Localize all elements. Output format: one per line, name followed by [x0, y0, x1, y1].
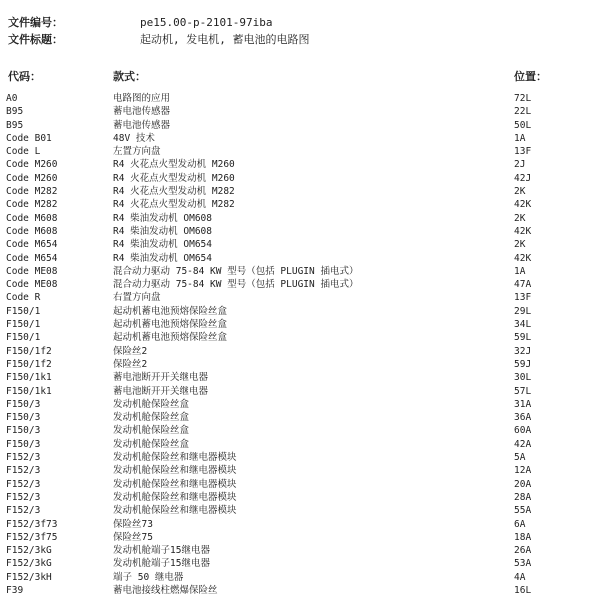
row-code: F150/1k1 — [6, 372, 52, 384]
row-description: 发动机舱端子15继电器 — [113, 558, 210, 570]
row-code: Code ME08 — [6, 265, 58, 277]
doc-title-label: 文件标题： — [8, 33, 63, 46]
row-code: Code M608 — [6, 212, 58, 224]
table-row — [0, 305, 606, 318]
row-description: 起动机蓄电池预熔保险丝盒 — [113, 305, 228, 317]
row-position: 59J — [514, 358, 532, 370]
row-position: 34L — [514, 319, 532, 331]
row-code: F150/1 — [6, 319, 41, 331]
table-row — [0, 158, 606, 171]
row-description: 发动机舱保险丝盒 — [113, 412, 190, 424]
table-row — [0, 238, 606, 251]
row-position: 32J — [514, 345, 532, 357]
row-description: 保险丝73 — [113, 518, 153, 530]
row-description: R4 柴油发动机 OM608 — [113, 212, 212, 224]
row-code: Code M282 — [6, 199, 58, 211]
table-row — [0, 265, 606, 278]
row-position: 30L — [514, 372, 532, 384]
row-position: 2K — [514, 212, 526, 224]
table-row — [0, 92, 606, 105]
column-header-desc: 款式： — [113, 70, 146, 83]
row-code: F152/3 — [6, 465, 41, 477]
table-row — [0, 105, 606, 118]
row-code: F150/1f2 — [6, 345, 52, 357]
row-description: 蓄电池断开开关继电器 — [113, 385, 209, 397]
row-code: Code B01 — [6, 132, 52, 144]
row-description: 发动机舱保险丝和继电器模块 — [113, 505, 237, 517]
row-description: 保险丝75 — [113, 531, 153, 543]
row-description: R4 火花点火型发动机 M282 — [113, 186, 235, 198]
row-description: 混合动力驱动 75-84 KW 型号（包括 PLUGIN 插电式） — [113, 265, 359, 277]
table-row — [0, 291, 606, 304]
row-code: F150/1k1 — [6, 385, 52, 397]
table-row — [0, 544, 606, 557]
row-position: 55A — [514, 505, 532, 517]
row-code: Code L — [6, 146, 41, 158]
row-description: 左置方向盘 — [113, 146, 161, 158]
row-position: 60A — [514, 425, 532, 437]
row-position: 57L — [514, 385, 532, 397]
table-row — [0, 212, 606, 225]
row-code: Code ME08 — [6, 279, 58, 291]
table-row — [0, 172, 606, 185]
row-position: 50L — [514, 119, 532, 131]
row-position: 59L — [514, 332, 532, 344]
table-row — [0, 185, 606, 198]
table-row — [0, 225, 606, 238]
row-code: B95 — [6, 119, 24, 131]
row-description: R4 火花点火型发动机 M260 — [113, 159, 235, 171]
row-code: Code R — [6, 292, 41, 304]
row-position: 28A — [514, 491, 532, 503]
row-position: 2K — [514, 239, 526, 251]
row-code: F150/1f2 — [6, 358, 52, 370]
row-position: 31A — [514, 398, 532, 410]
table-row — [0, 119, 606, 132]
table-row — [0, 278, 606, 291]
row-code: F150/1 — [6, 305, 41, 317]
column-header-pos: 位置： — [514, 70, 547, 83]
row-code: Code M654 — [6, 252, 58, 264]
table-row — [0, 451, 606, 464]
row-code: B95 — [6, 106, 24, 118]
table-row — [0, 318, 606, 331]
table-row — [0, 411, 606, 424]
row-description: 起动机蓄电池预熔保险丝盒 — [113, 332, 228, 344]
row-position: 22L — [514, 106, 532, 118]
row-position: 42K — [514, 252, 532, 264]
row-description: 蓄电池传感器 — [113, 119, 171, 131]
row-description: R4 火花点火型发动机 M282 — [113, 199, 235, 211]
row-position: 42A — [514, 438, 532, 450]
row-description: 蓄电池接线柱燃爆保险丝 — [113, 584, 218, 596]
table-row — [0, 424, 606, 437]
row-description: 蓄电池传感器 — [113, 106, 171, 118]
doc-title-value: 起动机, 发电机, 蓄电池的电路图 — [140, 33, 310, 46]
table-row — [0, 438, 606, 451]
row-description: 混合动力驱动 75-84 KW 型号（包括 PLUGIN 插电式） — [113, 279, 359, 291]
row-position: 4A — [514, 571, 526, 583]
row-position: 16L — [514, 584, 532, 596]
row-description: 发动机舱保险丝盒 — [113, 425, 190, 437]
row-description: 电路图的应用 — [113, 93, 171, 104]
row-code: F39 — [6, 584, 24, 596]
row-position: 29L — [514, 305, 532, 317]
row-position: 2J — [514, 159, 526, 171]
row-code: Code M282 — [6, 186, 58, 198]
row-description: R4 柴油发动机 OM654 — [113, 252, 212, 264]
table-row — [0, 358, 606, 371]
row-position: 12A — [514, 465, 532, 477]
table-row — [0, 371, 606, 384]
table-row — [0, 584, 606, 597]
row-description: 发动机舱端子15继电器 — [113, 545, 210, 557]
row-position: 53A — [514, 558, 532, 570]
row-code: A0 — [6, 93, 18, 104]
row-code: F152/3kG — [6, 545, 52, 557]
row-description: 48V 技术 — [113, 132, 155, 144]
row-code: F150/3 — [6, 438, 41, 450]
row-position: 20A — [514, 478, 532, 490]
row-description: 端子 50 继电器 — [113, 571, 184, 583]
row-position: 6A — [514, 518, 526, 530]
table-row — [0, 252, 606, 265]
row-description: 保险丝2 — [113, 358, 148, 370]
table-row — [0, 385, 606, 398]
row-code: F150/3 — [6, 398, 41, 410]
row-position: 13F — [514, 292, 532, 304]
row-position: 42K — [514, 225, 532, 237]
table-row — [0, 345, 606, 358]
table-row — [0, 464, 606, 477]
row-code: F150/1 — [6, 332, 41, 344]
row-position: 1A — [514, 265, 526, 277]
row-position: 26A — [514, 545, 532, 557]
table-row — [0, 531, 606, 544]
row-code: Code M260 — [6, 159, 58, 171]
row-code: F150/3 — [6, 425, 41, 437]
row-position: 2K — [514, 186, 526, 198]
row-position: 5A — [514, 452, 526, 464]
column-header-code: 代码： — [8, 70, 41, 83]
table-row — [0, 557, 606, 570]
table-row — [0, 198, 606, 211]
row-description: 发动机舱保险丝盒 — [113, 438, 190, 450]
table-row — [0, 504, 606, 517]
row-code: F152/3kH — [6, 571, 52, 583]
row-code: F152/3 — [6, 452, 41, 464]
row-position: 36A — [514, 412, 532, 424]
row-code: F150/3 — [6, 412, 41, 424]
row-code: F152/3f73 — [6, 518, 58, 530]
row-code: Code M654 — [6, 239, 58, 251]
table-row — [0, 491, 606, 504]
row-position: 42J — [514, 172, 532, 184]
table-row — [0, 518, 606, 531]
row-description: 蓄电池断开开关继电器 — [113, 372, 209, 384]
row-code: F152/3kG — [6, 558, 52, 570]
row-code: F152/3 — [6, 478, 41, 490]
row-code: F152/3 — [6, 505, 41, 517]
row-position: 47A — [514, 279, 532, 291]
row-description: 保险丝2 — [113, 345, 148, 357]
row-description: 发动机舱保险丝盒 — [113, 398, 190, 410]
row-description: R4 柴油发动机 OM654 — [113, 239, 212, 251]
row-code: Code M608 — [6, 225, 58, 237]
doc-number-value: pe15.00-p-2101-97iba — [140, 16, 273, 29]
row-position: 18A — [514, 531, 532, 543]
row-description: R4 火花点火型发动机 M260 — [113, 172, 235, 184]
row-position: 1A — [514, 132, 526, 144]
table-row — [0, 478, 606, 491]
doc-number-label: 文件编号： — [8, 16, 63, 29]
row-code: Code M260 — [6, 172, 58, 184]
row-description: 发动机舱保险丝和继电器模块 — [113, 452, 237, 464]
row-description: 发动机舱保险丝和继电器模块 — [113, 491, 237, 503]
row-position: 42K — [514, 199, 532, 211]
row-code: F152/3 — [6, 491, 41, 503]
component-table — [0, 92, 606, 597]
table-row — [0, 331, 606, 344]
row-position: 13F — [514, 146, 532, 158]
table-row — [0, 571, 606, 584]
row-description: R4 柴油发动机 OM608 — [113, 225, 212, 237]
row-description: 起动机蓄电池预熔保险丝盒 — [113, 319, 228, 331]
table-row — [0, 132, 606, 145]
row-description: 右置方向盘 — [113, 292, 161, 304]
row-position: 72L — [514, 93, 532, 104]
row-code: F152/3f75 — [6, 531, 58, 543]
row-description: 发动机舱保险丝和继电器模块 — [113, 465, 237, 477]
row-description: 发动机舱保险丝和继电器模块 — [113, 478, 237, 490]
table-row — [0, 398, 606, 411]
table-row — [0, 145, 606, 158]
